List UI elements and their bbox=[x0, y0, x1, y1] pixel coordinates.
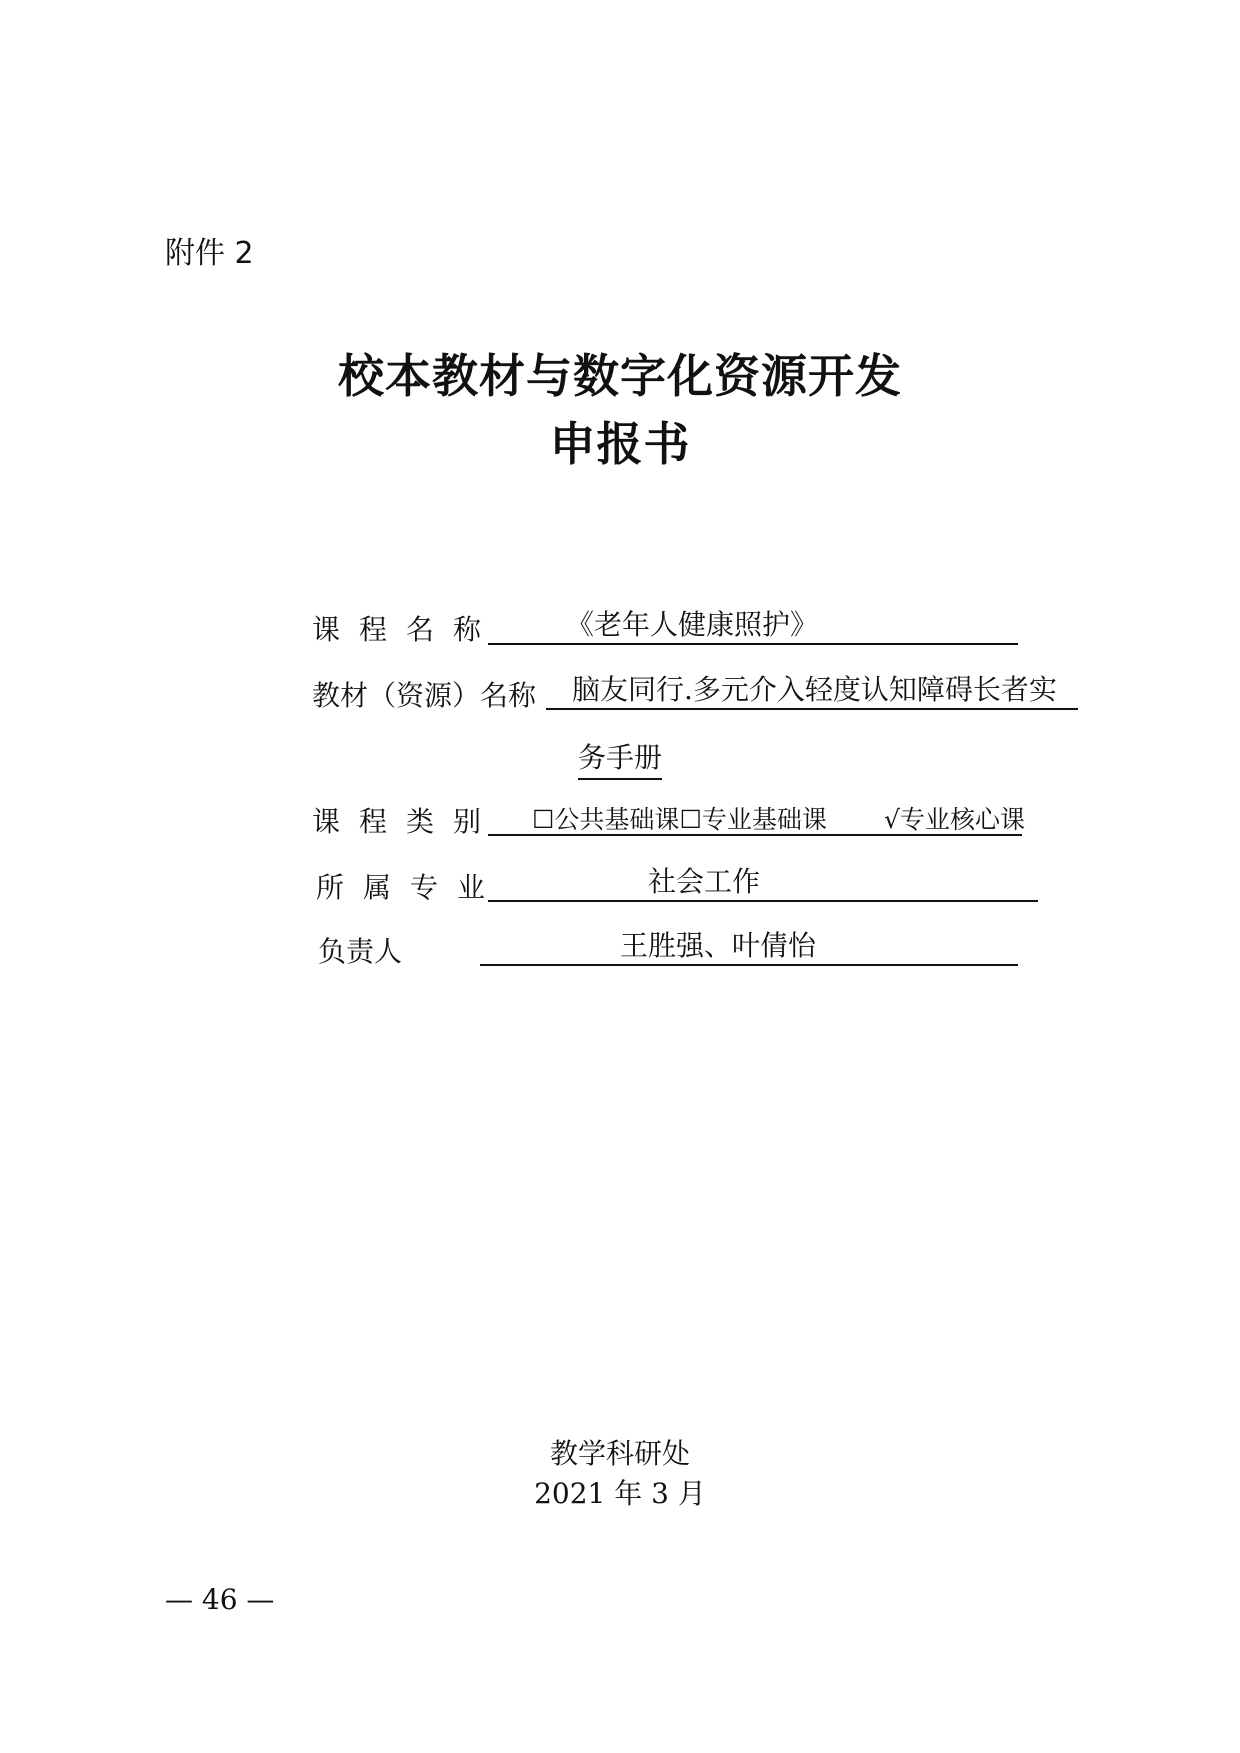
course-name-label: 课程名称 bbox=[312, 613, 501, 646]
unchecked-box-icon: ☐ bbox=[679, 805, 702, 834]
course-name-line bbox=[488, 603, 1018, 645]
person-in-charge-line bbox=[480, 924, 1018, 966]
issuing-department: 教学科研处 bbox=[549, 1437, 690, 1470]
material-name-line bbox=[546, 668, 1078, 710]
major-line bbox=[488, 860, 1038, 902]
attachment-label: 附件 2 bbox=[165, 236, 254, 271]
material-name-label: 教材（资源）名称 bbox=[312, 679, 537, 712]
course-category-label: 课程类别 bbox=[312, 805, 501, 838]
issue-date: 2021 年 3 月 bbox=[534, 1477, 706, 1510]
person-in-charge-value: 王胜强、叶倩怡 bbox=[620, 929, 817, 962]
page-number: — 46 — bbox=[165, 1583, 275, 1616]
major-value: 社会工作 bbox=[648, 865, 761, 898]
course-name-value: 《老年人健康照护》 bbox=[566, 608, 819, 641]
material-name-value-line1: 脑友同行.多元介入轻度认知障碍长者实 bbox=[572, 673, 1057, 706]
checkmark-icon: √ bbox=[884, 805, 900, 834]
person-in-charge-label: 负责人 bbox=[318, 935, 403, 968]
document-subtitle: 申报书 bbox=[549, 417, 691, 471]
category-option-professional-core: √专业核心课 bbox=[884, 805, 1025, 834]
document-title: 校本教材与数字化资源开发 bbox=[338, 349, 902, 403]
course-category-line bbox=[488, 794, 1025, 836]
unchecked-box-icon: ☐ bbox=[532, 805, 555, 834]
category-option-public-basic: ☐公共基础课☐专业基础课 bbox=[532, 805, 827, 834]
major-label: 所属专业 bbox=[316, 871, 505, 904]
material-name-value-line2: 务手册 bbox=[578, 736, 662, 780]
